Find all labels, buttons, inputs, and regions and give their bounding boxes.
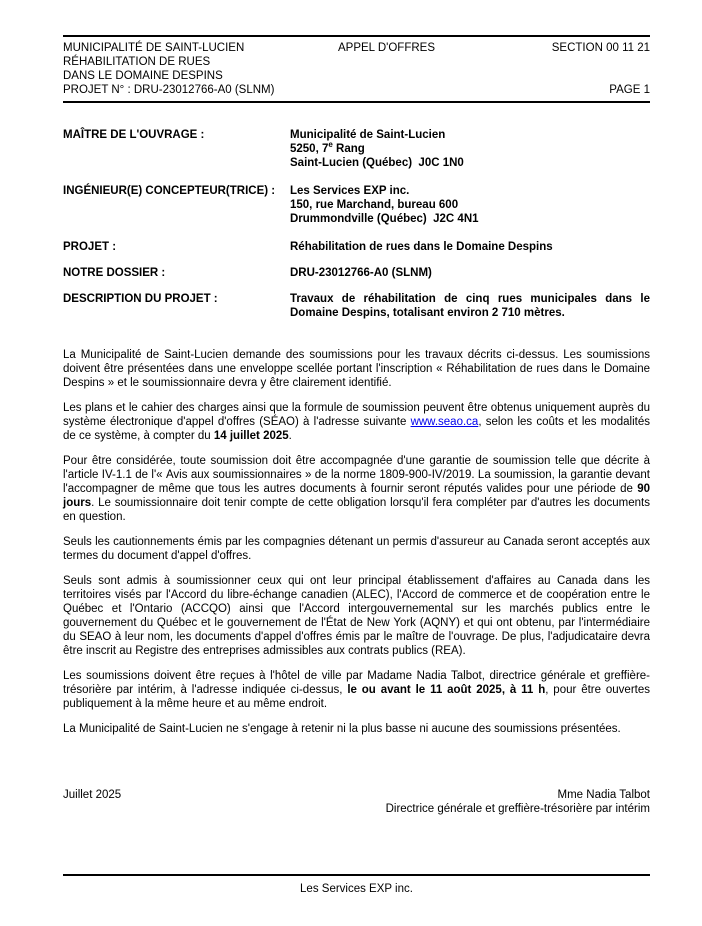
info-value-line (290, 240, 650, 254)
paragraph (63, 722, 650, 736)
info-table (63, 128, 650, 320)
footer-company: Les Services EXP inc. (300, 883, 413, 895)
text-segment: le ou avant le 11 août 2025, à 11 h (347, 684, 546, 696)
info-value (290, 266, 650, 280)
info-row (63, 292, 650, 320)
text-segment: . Le soumissionnaire doit tenir compte de cette obligation lorsqu'il fera compléter par d'autres les documents en question. (63, 497, 650, 523)
header-project-title-line-2: DANS LE DOMAINE DESPINS (63, 70, 223, 82)
header-section-number: SECTION 00 11 21 (551, 42, 650, 54)
info-row (63, 128, 650, 170)
signoff-block (63, 788, 650, 816)
info-row (63, 266, 650, 280)
header-project-number: PROJET N° : DRU-23012766-A0 (SLNM) (63, 84, 275, 96)
text-segment: , pour être ouvertes publiquement à la même heure et au même endroit. (63, 684, 650, 710)
text-segment: Saint-Lucien (Québec) J0C 1N0 (290, 157, 464, 169)
paragraph (63, 535, 650, 563)
paragraph (63, 348, 650, 390)
info-value (290, 128, 650, 170)
info-value (290, 184, 650, 226)
info-value-line (290, 266, 650, 280)
signoff-name: Mme Nadia Talbot (557, 789, 650, 801)
header-page-number: PAGE 1 (609, 84, 650, 96)
info-value-line (290, 212, 650, 226)
text-segment: Les Services EXP inc. (290, 185, 410, 197)
info-value-line (290, 128, 650, 142)
signoff-title: Directrice générale et greffière-trésorière par intérim (385, 803, 650, 815)
header-doc-type: APPEL D'OFFRES (338, 42, 435, 54)
text-segment: Drummondville (Québec) J2C 4N1 (290, 213, 479, 225)
text-segment: 14 juillet 2025 (213, 430, 289, 442)
paragraph (63, 454, 650, 524)
text-segment: 150, rue Marchand, bureau 600 (290, 199, 459, 211)
info-row (63, 184, 650, 226)
text-segment: , selon les coûts et les modalités de ce système, à compter du (63, 416, 650, 442)
body-paragraphs (63, 348, 650, 736)
text-segment: 5250, 7 (290, 143, 329, 155)
text-segment: La Municipalité de Saint-Lucien ne s'engage à retenir ni la plus basse ni aucune des soumissions présentées. (63, 723, 621, 735)
text-segment: Municipalité de Saint-Lucien (290, 129, 446, 141)
page-header (63, 35, 650, 103)
seao-link[interactable]: www.seao.ca (410, 416, 479, 428)
header-municipality: MUNICIPALITÉ DE SAINT-LUCIEN (63, 42, 245, 54)
paragraph (63, 669, 650, 711)
info-value-line (290, 292, 650, 320)
text-segment: Seuls sont admis à soumissionner ceux qui ont leur principal établissement d'affaires au Canada dans les territoires visés par l'Accord du libre-échange canadien (ALEC), l'Accord de commerce et de coopération entre le Québec et l'Ontario (ACCQO) ainsi que l'Accord intergouvernemental sur les marchés publics entre le gouvernement du Québec et le gouvernement de l'État de New York (AQNY) et qui ont obtenu, par l'intermédiaire du SEAO à leur nom, les documents d'appel d'offres émis par le maître de l'ouvrage. De plus, l'adjudicataire devra être inscrit au Registre des entreprises admissibles aux contrats publics (REA). (63, 575, 650, 657)
text-segment: La Municipalité de Saint-Lucien demande des soumissions pour les travaux décrits ci-dessus. Les soumissions doivent être présentées dans une enveloppe scellée portant l'inscription « Réhabilitation de rues dans le Domaine Despins » et le soumissionnaire devra y être clairement identifié. (63, 349, 650, 389)
text-segment: Rang (332, 143, 365, 155)
info-value (290, 292, 650, 320)
header-project-title-line-1: RÉHABILITATION DE RUES (63, 56, 211, 68)
header-row-1 (63, 41, 650, 55)
info-label: INGÉNIEUR(E) CONCEPTEUR(TRICE) : (63, 185, 276, 197)
signoff-signature (386, 788, 650, 816)
info-label: DESCRIPTION DU PROJET : (63, 293, 218, 305)
info-value-line (290, 156, 650, 170)
info-label: NOTRE DOSSIER : (63, 267, 166, 279)
info-label: PROJET : (63, 241, 117, 253)
page-content (63, 0, 650, 816)
info-value-line (290, 184, 650, 198)
signoff-date: Juillet 2025 (63, 789, 122, 801)
paragraph (63, 574, 650, 658)
text-segment: 90 jours (63, 483, 650, 509)
text-segment: . (288, 430, 292, 442)
header-row-4 (63, 83, 650, 97)
text-segment: Pour être considérée, toute soumission doit être accompagnée d'une garantie de soumission telle que décrite à l'article IV-1.1 de l'« Avis aux soumissionnaires » de la norme 1809-900-IV/2019. La soumission, la garantie devant l'accompagner de même que tous les autres documents à fournir seront réputés valides pour une période de (63, 455, 650, 495)
info-value-line (290, 198, 650, 212)
text-segment: Les plans et le cahier des charges ainsi que la formule de soumission peuvent être obtenus uniquement auprès du système électronique d'appel d'offres (SÉAO) à l'adresse suivante (63, 402, 650, 428)
page-footer (63, 874, 650, 896)
paragraph (63, 401, 650, 443)
text-segment: Les soumissions doivent être reçues à l'hôtel de ville par Madame Nadia Talbot, directrice générale et greffière-trésorière par intérim, à l'adresse indiquée ci-dessus, (63, 670, 650, 696)
info-value-line (290, 142, 650, 156)
info-value (290, 240, 650, 254)
info-row (63, 240, 650, 254)
info-label: MAÎTRE DE L'OUVRAGE : (63, 129, 205, 141)
text-segment: Réhabilitation de rues dans le Domaine Despins (290, 241, 553, 253)
text-segment: Seuls les cautionnements émis par les compagnies détenant un permis d'assureur au Canada seront acceptés aux termes du document d'appel d'offres. (63, 536, 650, 562)
text-segment: e (328, 140, 333, 150)
text-segment: DRU-23012766-A0 (SLNM) (290, 267, 432, 279)
text-segment: Travaux de réhabilitation de cinq rues municipales dans le Domaine Despins, totalisant environ 2 710 mètres. (290, 293, 650, 319)
